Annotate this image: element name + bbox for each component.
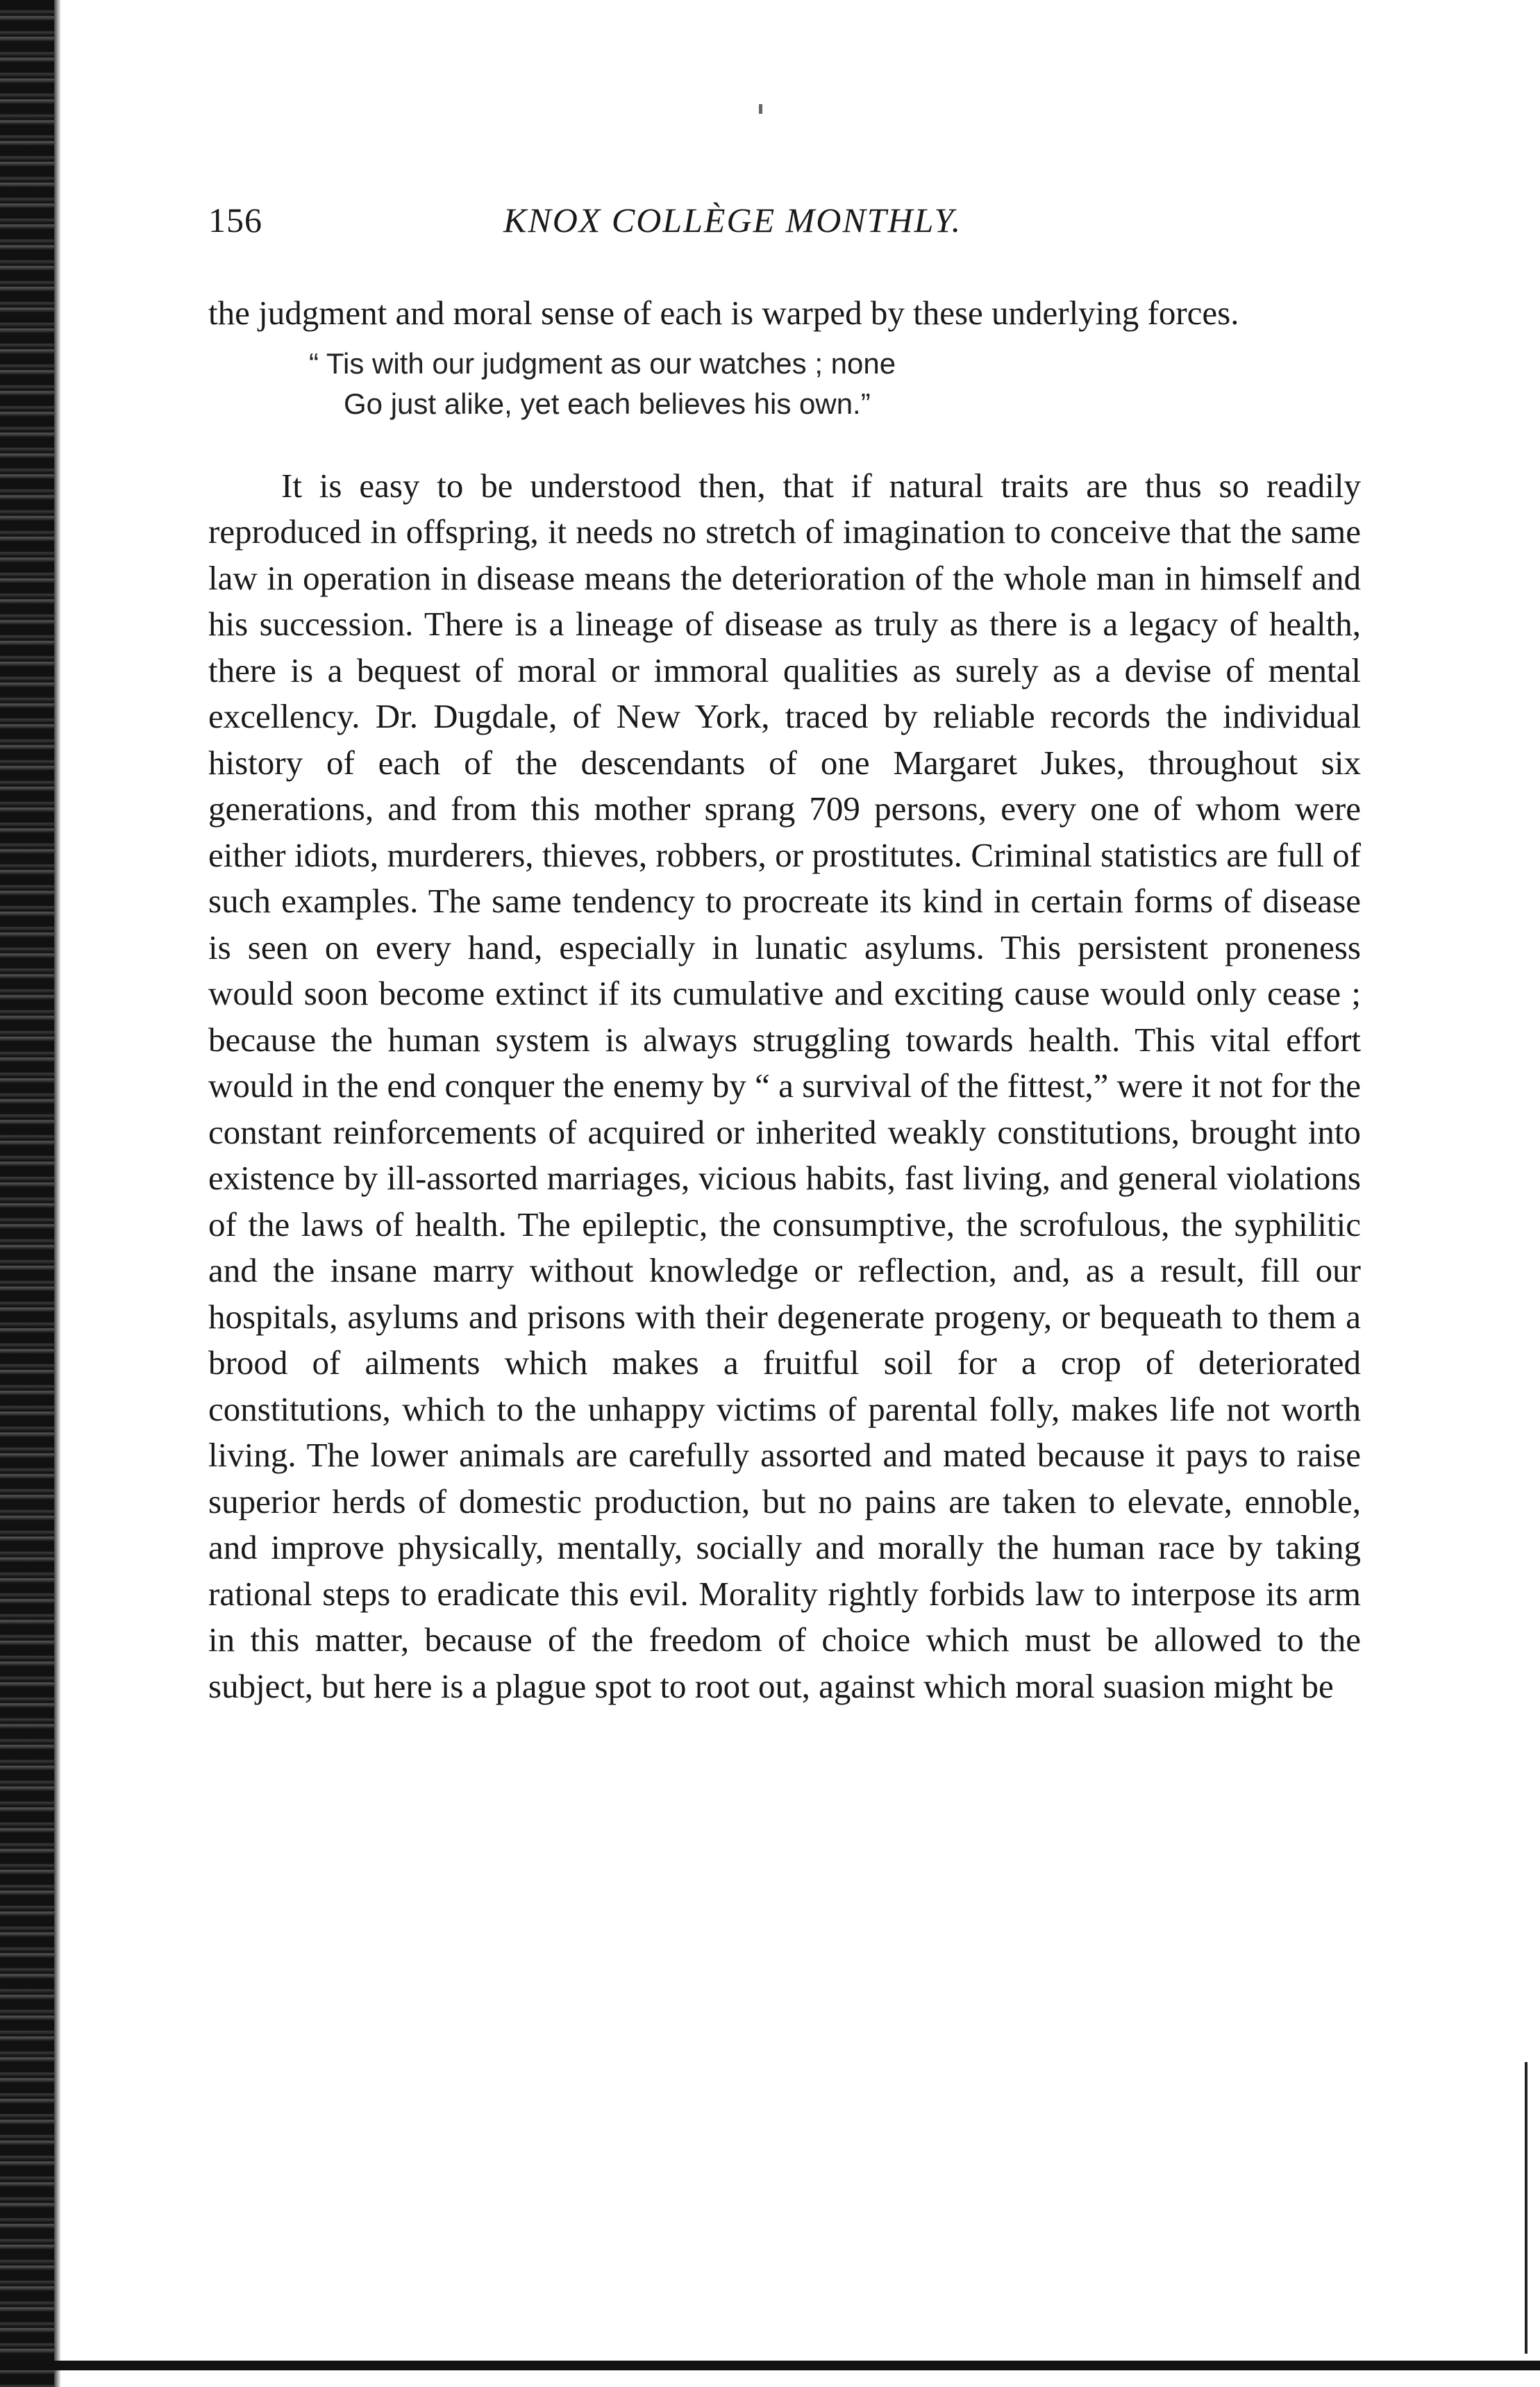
opening-paragraph: the judgment and moral sense of each is warped by these underlying forces. — [208, 294, 1239, 332]
scan-speck — [759, 104, 762, 114]
scan-binding-shadow — [54, 0, 61, 2387]
verse-line-2: Go just alike, yet each believes his own.” — [344, 387, 871, 420]
running-head: KNOX COLLÈGE MONTHLY. — [503, 201, 962, 240]
body-text — [208, 290, 1361, 1709]
scan-right-edge-mark — [1525, 2062, 1528, 2354]
main-paragraph: It is easy to be understood then, that if natural traits are thus so readily reproduced in offspring, it needs no stretch of imagination to conceive that the same law in operation in disease means the deterioration of the whole man in himself and his succession. There is a lineage of disease as truly as there is a legacy of health, there is a bequest of moral or immoral qualities as surely as a devise of mental excellency. Dr. Dugdale, of New York, traced by reliable records the individual history of each of the descendants of one Margaret Jukes, throughout six generations, and from this mother sprang 709 persons, every one of whom were either idiots, murderers, thieves, robbers, or prostitutes. Criminal statistics are full of such examples. The same tendency to procreate its kind in certain forms of disease is seen on every hand, especially in lunatic asylums. This persistent proneness would soon become extinct if its cumulative and exciting cause would only cease ; because the human system is always struggling towards health. This vital effort would in the end conquer the enemy by “ a survival of the fittest,” were it not for the constant reinforcements of acquired or inherited weakly constitutions, brought into existence by ill-assorted marriages, vicious habits, fast living, and general violations of the laws of health. The epileptic, the consumptive, the scrofulous, the syphilitic and the insane marry without knowledge or reflection, and, as a result, fill our hospitals, asylums and prisons with their degenerate progeny, or bequeath to them a brood of ailments which makes a fruitful soil for a crop of deteriorated constitutions, which to the unhappy victims of parental folly, makes life not worth living. The lower animals are carefully assorted and mated because it pays to raise superior herds of domestic production, but no pains are taken to elevate, ennoble, and improve physically, mentally, socially and morally the human race by taking rational steps to eradicate this evil. Morality rightly forbids law to interpose its arm in this matter, because of the freedom of choice which must be allowed to the subject, but here is a plague spot to root out, against which moral suasion might be — [208, 466, 1361, 1705]
verse-line-1: “ Tis with our judgment as our watches ; none — [309, 346, 896, 380]
scan-binding-edge — [0, 0, 54, 2387]
scan-bottom-edge — [0, 2361, 1540, 2370]
verse-quotation — [208, 344, 1361, 424]
page-header — [208, 200, 1361, 256]
page-number: 156 — [208, 201, 262, 240]
